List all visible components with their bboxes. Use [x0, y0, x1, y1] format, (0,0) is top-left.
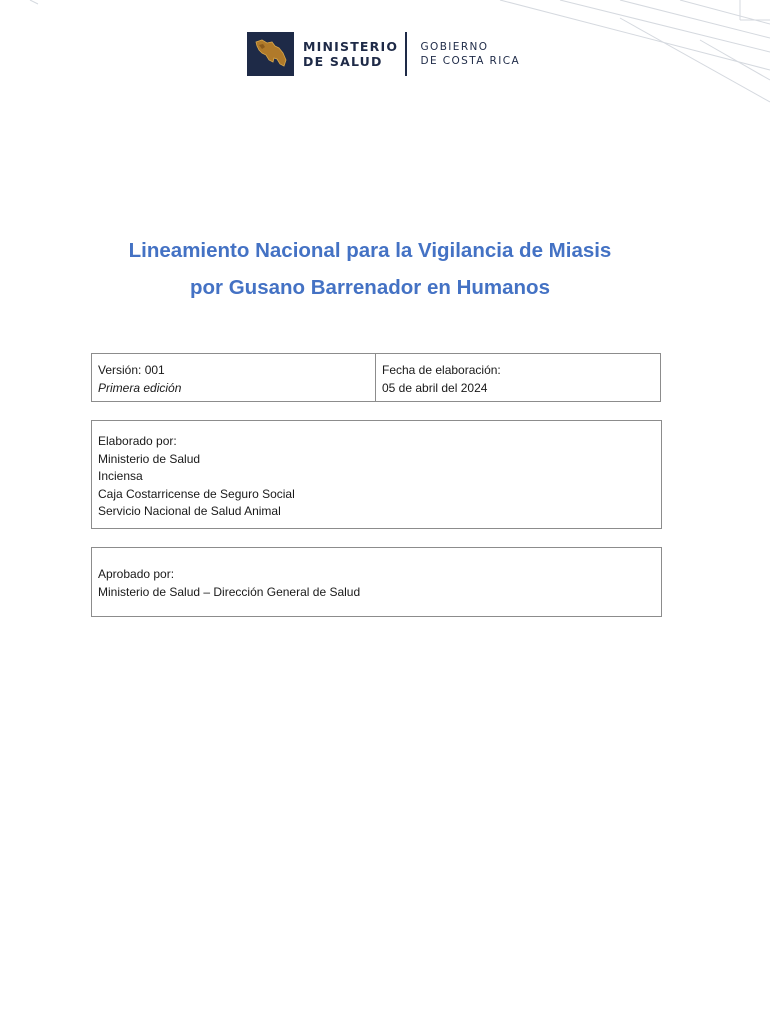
author-item: Inciensa	[98, 469, 143, 483]
ministry-logo	[247, 31, 520, 77]
government-name	[421, 40, 521, 68]
logo-divider	[405, 32, 407, 76]
ministry-name-line1: MINISTERIO	[303, 39, 399, 54]
author-item: Caja Costarricense de Seguro Social	[98, 486, 295, 501]
government-name-line2: DE COSTA RICA	[420, 55, 521, 67]
version-label: Versión: 001	[98, 363, 165, 377]
approval-box	[91, 547, 662, 617]
authors-box	[91, 420, 662, 529]
ministry-name-line2: DE SALUD	[303, 54, 383, 69]
government-name-line1: GOBIERNO	[420, 41, 489, 53]
date-label: Fecha de elaboración:	[382, 363, 501, 377]
author-item: Servicio Nacional de Salud Animal	[98, 504, 281, 518]
approval-heading: Aprobado por:	[98, 567, 175, 581]
date-cell	[376, 354, 660, 401]
document-title-line2: por Gusano Barrenador en Humanos	[190, 276, 550, 299]
authors-heading: Elaborado por:	[98, 434, 177, 448]
document-title-line1: Lineamiento Nacional para la Vigilancia de Miasis	[128, 239, 612, 262]
version-cell	[92, 354, 376, 401]
costa-rica-map-icon	[247, 32, 294, 76]
ministry-name	[303, 39, 401, 69]
edition-label: Primera edición	[98, 380, 182, 395]
document-title	[0, 232, 740, 306]
author-item: Ministerio de Salud	[98, 451, 201, 466]
document-metadata-table	[91, 353, 661, 402]
date-value: 05 de abril del 2024	[382, 380, 488, 395]
approval-value: Ministerio de Salud – Dirección General de Salud	[98, 584, 361, 599]
